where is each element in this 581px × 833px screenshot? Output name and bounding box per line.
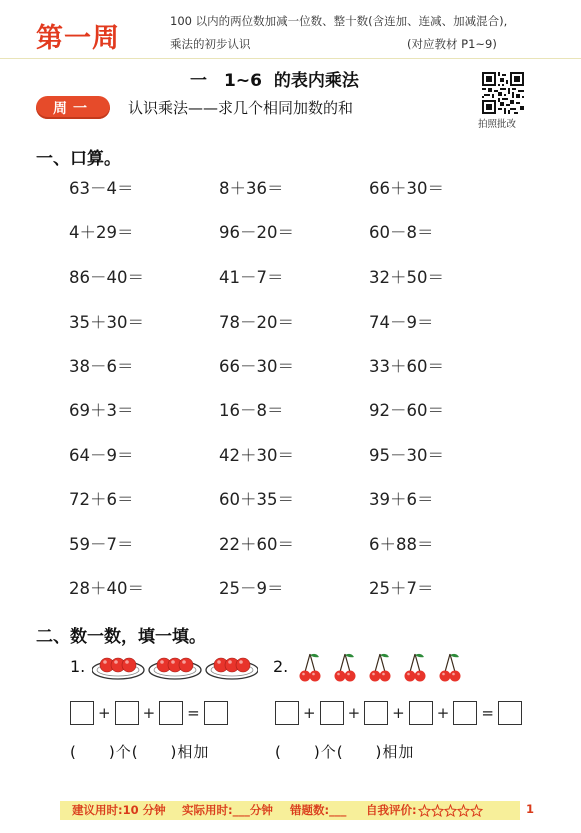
math-problem: 66－30＝ (219, 357, 294, 376)
answer-box[interactable] (275, 701, 299, 725)
math-problem: 95－30＝ (369, 446, 444, 465)
plus-sign: + (436, 704, 450, 722)
addition-boxes-q1 (70, 701, 228, 725)
math-problem: 39＋6＝ (369, 490, 434, 509)
plus-sign: + (347, 704, 361, 722)
answer-box[interactable] (498, 701, 522, 725)
math-problem: 69＋3＝ (69, 401, 134, 420)
answer-box[interactable] (159, 701, 183, 725)
math-problem: 22＋60＝ (219, 535, 294, 554)
self-evaluation-label: 自我评价: (366, 803, 417, 817)
math-problem: 63－4＝ (69, 179, 134, 198)
page-number: 1 (526, 802, 535, 816)
math-problem: 33＋60＝ (369, 357, 444, 376)
section-title-count-fill: 二、数一数，填一填。 (36, 627, 206, 647)
math-problem: 59－7＝ (69, 535, 134, 554)
header-description: 100 以内的两位数加减一位数、整十数(含连加、连减、加减混合), (170, 14, 508, 28)
math-problem: 66＋30＝ (369, 179, 444, 198)
cherries-group (298, 652, 473, 688)
addition-boxes-q2 (275, 701, 522, 725)
math-problem: 25＋7＝ (369, 579, 434, 598)
error-count: 错题数:___ (290, 803, 347, 817)
math-problem: 72＋6＝ (69, 490, 134, 509)
suggested-time: 建议用时:10 分钟 (72, 803, 166, 817)
math-problem: 32＋50＝ (369, 268, 444, 287)
apple-plates-icon (92, 651, 258, 681)
equals-sign: = (187, 704, 200, 722)
lesson-title: 认识乘法——求几个相同加数的和 (128, 99, 354, 117)
math-problem: 25－9＝ (219, 579, 284, 598)
math-problem: 86－40＝ (69, 268, 144, 287)
plus-sign: + (303, 704, 316, 722)
qr-code-icon[interactable] (482, 72, 524, 114)
math-problem: 64－9＝ (69, 446, 134, 465)
week-title: 第一周 (36, 23, 120, 54)
math-problem: 8＋36＝ (219, 179, 284, 198)
math-problem: 92－60＝ (369, 401, 444, 420)
section-title-mental-math: 一、口算。 (36, 149, 121, 169)
question-number-2: 2. (273, 657, 289, 676)
rating-flowers-icon[interactable] (418, 804, 484, 817)
answer-box[interactable] (115, 701, 139, 725)
math-problem: 96－20＝ (219, 223, 294, 242)
unit-title: 一 1~6 的表内乘法 (190, 71, 359, 91)
math-problem: 35＋30＝ (69, 313, 144, 332)
answer-box[interactable] (320, 701, 344, 725)
math-problem: 28＋40＝ (69, 579, 144, 598)
plus-sign: + (392, 704, 405, 722)
plus-sign: + (98, 704, 111, 722)
equals-sign: = (481, 704, 494, 722)
cherry-icon (368, 652, 392, 684)
day-badge: 周一 (36, 96, 110, 119)
cherry-icon (438, 652, 462, 684)
math-problem: 38－6＝ (69, 357, 134, 376)
qr-label: 拍照批改 (478, 119, 517, 130)
cherry-icon (298, 652, 322, 684)
header-divider (0, 58, 581, 59)
fill-in-blank-q1[interactable]: ( )个( )相加 (70, 743, 210, 761)
question-number-1: 1. (70, 657, 86, 676)
cherry-icon (333, 652, 357, 684)
answer-box[interactable] (70, 701, 94, 725)
answer-box[interactable] (453, 701, 477, 725)
math-problem: 78－20＝ (219, 313, 294, 332)
fill-in-blank-q2[interactable]: ( )个( )相加 (275, 743, 415, 761)
math-problem: 74－9＝ (369, 313, 434, 332)
header-description-2: 乘法的初步认识 (170, 37, 251, 51)
math-problem: 60＋35＝ (219, 490, 294, 509)
math-problem: 41－7＝ (219, 268, 284, 287)
math-problem: 4＋29＝ (69, 223, 134, 242)
math-problem: 42＋30＝ (219, 446, 294, 465)
math-problem: 60－8＝ (369, 223, 434, 242)
textbook-reference: (对应教材 P1~9) (407, 37, 497, 51)
plus-sign: + (142, 704, 156, 722)
answer-box[interactable] (409, 701, 433, 725)
math-problem: 16－8＝ (219, 401, 284, 420)
math-problem: 6＋88＝ (369, 535, 434, 554)
answer-box[interactable] (204, 701, 228, 725)
cherry-icon (403, 652, 427, 684)
actual-time: 实际用时:___分钟 (182, 803, 273, 817)
answer-box[interactable] (364, 701, 388, 725)
